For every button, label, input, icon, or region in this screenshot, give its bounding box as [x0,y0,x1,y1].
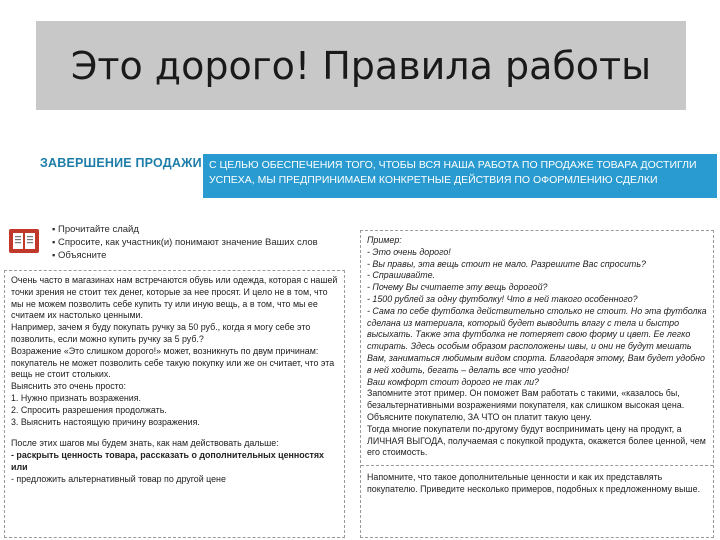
paragraph: Напомните, что такое дополнительные ценности и как их представлять покупателю. Приведите несколько примеров, подобных к предложенному выше. [367,472,701,494]
paragraph: Выяснить это очень просто: [11,381,127,392]
step: 3. Выяснить настоящую причину возражения. [11,416,200,427]
dialog-line: - Сама по себе футболка действительно столько не стоит. Но эта футболка сделана из материала, который будет выводить влагу с тела и быстро высыхать. Также эта футболка не потеряет свою форму и цвет. Ее легко стирать. Здесь особым образом расположены швы, и они не будут мешать Вам, заниматься любимым видом спорта. Благодаря этому, Вам будет удобно в ней ходить, бегать – делать все что угодно! [367,305,707,375]
instruction-list [52,223,318,262]
paragraph: Тогда многие покупатели по-другому будут воспринимать цену на продукт, а ЛИЧНАЯ ВЫГОДА, получаемая с покупкой продукта, окажется более ценной, чем его стоимость. [367,423,706,458]
paragraph: Очень часто в магазинах нам встречаются обувь или одежда, которая с нашей точки зрения не стоит тех денег, которые за нее просят. И цело не в том, что мы не можем позволить себе купить ту или иную вещь, а в том, что мы ее считаем их настолько ценными. [11,275,338,321]
option: - раскрыть ценность товара, рассказать о дополнительных ценностях или [11,450,324,472]
book-icon [8,228,40,254]
paragraph: Например, зачем я буду покупать ручку за 50 руб., когда я могу себе это позволить, если можно купить ручку за 5 руб.? [11,322,311,344]
dialog-line: Ваш комфорт стоит дорого не так ли? [367,376,539,387]
section-title: ЗАВЕРШЕНИЕ ПРОДАЖИ [40,156,202,170]
dialog-line: - Вы правы, эта вещь стоит не мало. Разрешите Вас спросить? [367,258,646,269]
divider [361,465,713,466]
list-item: ▪ Объясните [52,249,318,262]
section-banner: С ЦЕЛЬЮ ОБЕСПЕЧЕНИЯ ТОГО, ЧТОБЫ ВСЯ НАША РАБОТА ПО ПРОДАЖЕ ТОВАРА ДОСТИГЛИ УСПЕХА, МЫ ПРЕДПРИНИМАЕМ КОНКРЕТНЫЕ ДЕЙСТВИЯ ПО ОФОРМЛЕНИЮ СДЕЛКИ [203,154,717,198]
dialog-line: - 1500 рублей за одну футболку! Что в ней такого особенного? [367,293,638,304]
page-title: Это дорого! Правила работы [70,43,652,88]
step: 2. Спросить разрешения продолжать. [11,404,167,415]
dialog-line: - Почему Вы считаете эту вещь дорогой? [367,282,548,293]
list-item: ▪ Спросите, как участник(и) понимают значение Ваших слов [52,236,318,249]
paragraph: После этих шагов мы будем знать, как нам действовать дальше: [11,438,279,449]
paragraph: Возражение «Это слишком дорого!» может, возникнуть по двум причинам: покупатель не может позволить себе такую покупку или же он считает, что эта вещь не стоит стольких. [11,345,335,380]
left-column [4,270,345,538]
option: - предложить альтернативный товар по другой цене [11,473,226,484]
list-item: ▪ Прочитайте слайд [52,223,318,236]
document-page [0,150,720,540]
dialog-line: Пример: [367,235,402,245]
right-column [360,230,714,538]
dialog-line: - Это очень дорого! [367,246,451,257]
paragraph: Запомните этот пример. Он поможет Вам работать с такими, «казалось бы, безальтернативными возражениями покупателя, как слишком высокая цена. Объясните покупателю, ЗА ЧТО он платит такую цену. [367,388,685,422]
dialog-line: - Спрашивайте. [367,270,435,281]
step: 1. Нужно признать возражения. [11,392,142,403]
title-box [36,21,686,110]
